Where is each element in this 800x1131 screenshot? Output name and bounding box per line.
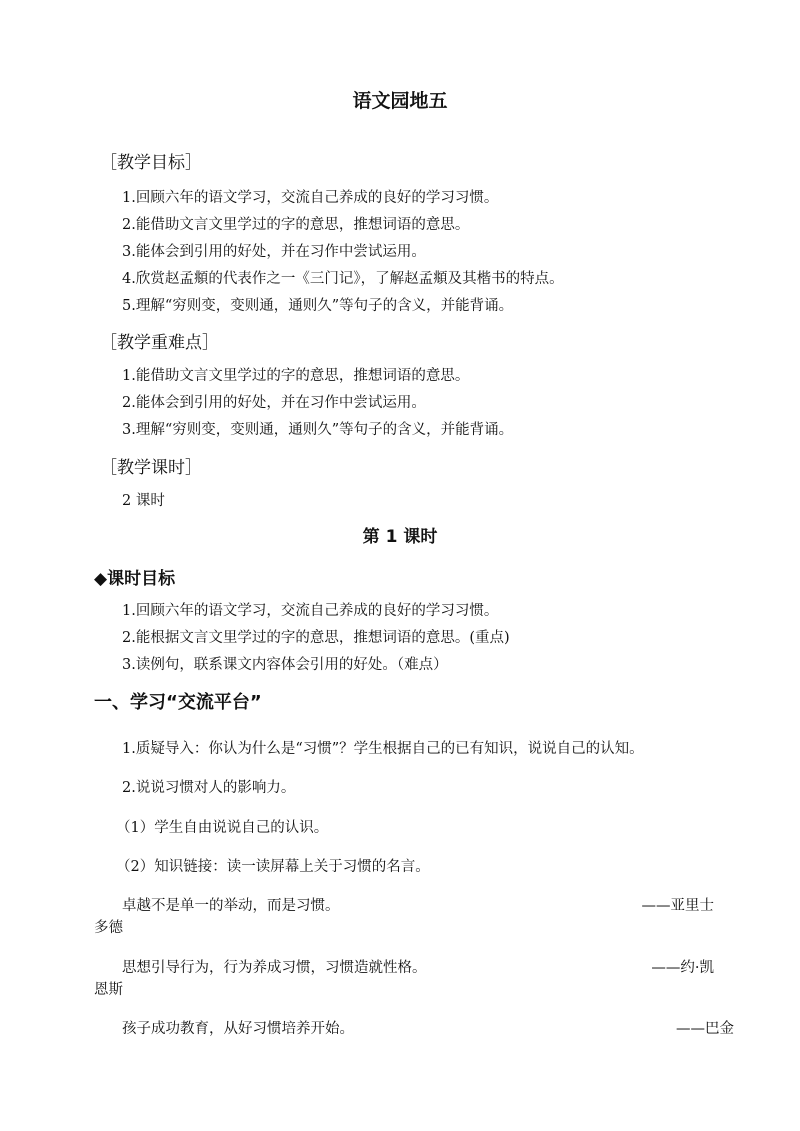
lesson-goal-item: 1.回顾六年的语文学习，交流自己养成的良好的学习习惯。 [122,603,499,619]
quote-text: 孩子成功教育，从好习惯培养开始。 [122,1021,354,1037]
key-point-item: 3.理解“穷则变，变则通，通则久”等句子的含义，并能背诵。 [122,422,514,438]
quote-author-wrap: 恩斯 [94,982,123,998]
key-points-heading: ［教学重难点］ [100,333,219,353]
objective-item: 4.欣赏赵孟頫的代表作之一《三门记》，了解赵孟頫及其楷书的特点。 [122,271,564,287]
page-title: 语文园地五 [352,90,448,112]
quote-item [94,1018,734,1040]
lesson-goal-heading: ◆课时目标 [94,569,176,589]
quote-item [94,895,714,939]
section-heading: 一、学习“交流平台” [94,692,262,713]
hours-value: 2 课时 [122,493,165,509]
quote-text: 卓越不是单一的举动，而是习惯。 [122,898,340,914]
objective-item: 2.能借助文言文里学过的字的意思，推想词语的意思。 [122,217,470,233]
quote-author: ——约·凯 [651,960,714,976]
key-point-item: 1.能借助文言文里学过的字的意思，推想词语的意思。 [122,368,470,384]
section-step: 1.质疑导入：你认为什么是“习惯”？学生根据自己的已有知识，说说自己的认知。 [122,741,644,757]
quote-text: 思想引导行为，行为养成习惯，习惯造就性格。 [122,960,427,976]
objective-item: 5.理解“穷则变，变则通，通则久”等句子的含义，并能背诵。 [122,298,514,314]
quote-author-wrap: 多德 [94,920,123,936]
lesson-goal-item: 2.能根据文言文里学过的字的意思，推想词语的意思。(重点) [122,630,510,646]
objective-item: 1.回顾六年的语文学习，交流自己养成的良好的学习习惯。 [122,190,499,206]
lesson-goal-item: 3.读例句，联系课文内容体会引用的好处。（难点） [122,657,448,673]
quote-author: ——亚里士 [641,898,714,914]
section-step: 2.说说习惯对人的影响力。 [122,780,296,796]
section-step: （2）知识链接：读一读屏幕上关于习惯的名言。 [116,859,430,875]
objective-item: 3.能体会到引用的好处，并在习作中尝试运用。 [122,244,426,260]
quote-item [94,957,714,1001]
lesson-title: 第 1 课时 [362,527,438,547]
section-step: （1）学生自由说说自己的认识。 [116,820,329,836]
key-point-item: 2.能体会到引用的好处，并在习作中尝试运用。 [122,395,426,411]
objectives-heading: ［教学目标］ [100,153,202,173]
quote-author: ——巴金 [676,1021,734,1037]
hours-heading: ［教学课时］ [100,458,202,478]
